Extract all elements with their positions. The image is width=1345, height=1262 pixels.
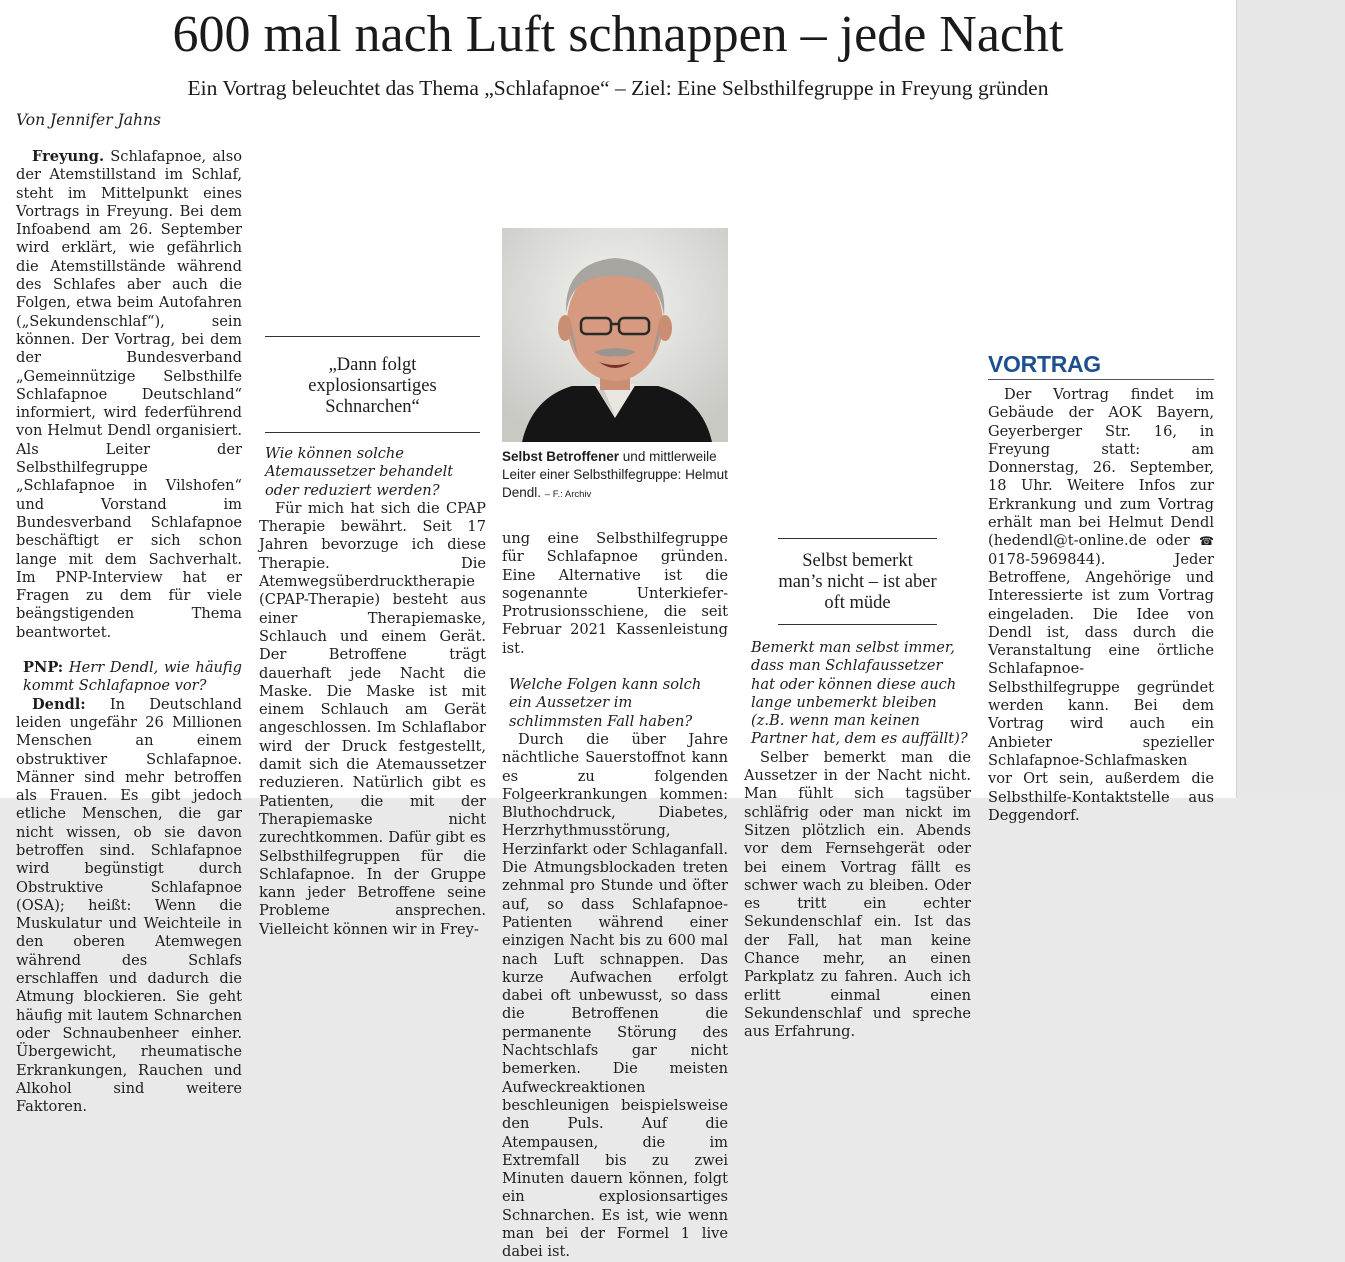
question-1: [23, 659, 242, 696]
column-1: [16, 108, 242, 1116]
column-4: [744, 108, 971, 1041]
subheadline: Ein Vortrag beleuchtet das Thema „Schlafapnoe“ – Ziel: Eine Selbsthilfegruppe in Freyung gründen: [187, 76, 1049, 100]
answer-2-continued: ung eine Selbsthilfegruppe für Schlafapnoe gründen. Eine Alternative ist die sogenannte Unterkiefer-Protrusionsschiene, die seit Februar 2021 Kassenleistung ist.: [502, 530, 728, 657]
answer-1-text: In Deutschland leiden ungefähr 26 Millionen Menschen an einem obstruktiver Schlafapnoe. Männer sind mehr betroffen als Frauen. Es gibt jedoch etliche Menschen, die gar nicht wissen, ob sie davon betroffen sind. Schlafapnoe wird begünstigt durch Obstruktive Schlafapnoe (OSA); heißt: Wenn die Muskulatur und Weichteile in den oberen Atemwegen während des Schlafs erschlaffen und dadurch die Atmung blockieren. Sie geht häufig mit lautem Schnarchen oder Schnaubenheer einher. Übergewicht, rheumatische Erkrankungen, Rauchen und Alkohol sind weitere Faktoren.: [16, 695, 242, 1116]
column-2-flow: [259, 336, 486, 1096]
answer-1-label: Dendl:: [32, 695, 86, 713]
answer-2: Für mich hat sich die CPAP Therapie bewährt. Seit 17 Jahren bevorzuge ich diese Therapie. Die Atemwegsüberdrucktherapie (CPAP-Therapie) besteht aus einer Therapiemaske, Schlauch und einem Gerät. Der Betroffene trägt dauerhaft jede Nacht die Maske. Die Maske ist mit einem Schlauch am Gerät angeschlossen. Im Schlaflabor wird der Druck festgestellt, damit sich die Atemaussetzer reduzieren. Natürlich gibt es Patienten, die mit der Therapiemaske nicht zurechtkommen. Dafür gibt es Selbsthilfegruppen für die Schlafapnoe. In der Gruppe kann jeder Betroffene seine Probleme ansprechen. Vielleicht können wir in Frey-: [259, 499, 486, 938]
intro-text: Schlafapnoe, also der Atemstillstand im Schlaf, steht im Mittelpunkt eines Vortrags in Freyung. Bei dem Infoabend am 26. September wird erklärt, wie gefährlich die Atemstillstände während des Schlafes aber auch die Folgen, etwa beim Autofahren („Sekundenschlaf“), sein können. Der Vortrag, bei dem der Bundesverband „Gemeinnützige Selbsthilfe Schlafapnoe Deutschland“ informiert, wird federführend von Helmut Dendl organisiert. Als Leiter der Selbsthilfegruppe „Schlafapnoe in Vilshofen“ und Vorstand im Bundesverband Schlafapnoe beschäftigt er sich schon lange mit dem Sachverhalt. Im PNP-Interview hat er Fragen zu dem für viele beängstigenden Thema beantwortet.: [16, 148, 242, 641]
headline: 600 mal nach Luft schnappen – jede Nacht: [172, 6, 1064, 63]
answer-4-text: Selber bemerkt man die Aussetzer in der Nacht nicht. Man fühlt sich tagsüber schläfrig oder man nickt im Sitzen plötzlich ein. Abends vor dem Fernsehgerät oder bei einem Vortrag fällt es schwer wach zu bleiben. Oder es tritt ein echter Sekundenschlaf ein. Ist das der Fall, hat man keine Chance mehr, an einen Parkplatz zu fahren. Auch ich erlitt einmal einen Sekundenschlaf und spreche aus Erfahrung.: [744, 748, 971, 1041]
question-4: Bemerkt man selbst immer, dass man Schlafaussetzer hat oder können diese auch lange unbemerkt bleiben (z.B. wenn man keinen Partner hat, dem es auffällt)?: [751, 639, 968, 748]
intertitle-unnoticed: Selbst bemerkt man’s nicht – ist aber oft müde: [778, 538, 937, 625]
byline: Von Jennifer Jahns: [16, 111, 161, 129]
answer-3-start: [502, 730, 728, 1261]
intro-place: Freyung.: [32, 148, 105, 165]
photo-caption-text: und mittlerweile Leiter einer Selbsthilfegruppe: Helmut Dendl.: [502, 449, 728, 500]
viewer-sidebar: [1236, 0, 1345, 798]
info-box-text-1: Der Vortrag findet im Gebäude der AOK Bayern, Geyerberger Str. 16, in Freyung statt: am Donnerstag, 26. September, 18 Uhr. Weitere Infos zur Erkrankung und zum Vortrag erhält man bei Helmut Dendl (hedendl@t-online.de oder: [988, 386, 1214, 550]
info-box-heading: VORTRAG: [988, 351, 1214, 380]
column-2: [259, 108, 486, 1096]
photo-caption-bold: Selbst Betroffener: [502, 449, 620, 464]
question-3: Welche Folgen kann solch ein Aussetzer im schlimmsten Fall haben?: [509, 676, 702, 730]
answer-4-start: [744, 748, 971, 1041]
photo-credit: – F.: Archiv: [544, 489, 592, 500]
column-3-top-flow: [502, 108, 728, 218]
question-2: Wie können solche Atemaussetzer behandelt oder reduziert werden?: [265, 445, 454, 499]
column-5: [988, 108, 1214, 825]
question-1-text: Herr Dendl, wie häufig kommt Schlafapnoe vor?: [23, 659, 242, 695]
intertitle-explosive-snoring: „Dann folgt explosionsartiges Schnarchen“: [265, 336, 480, 433]
column-5-top-flow: [988, 108, 1214, 338]
column-3: [502, 108, 728, 1261]
answer-1: [16, 696, 242, 1117]
answer-3-text: Durch die über Jahre nächtliche Sauerstoffnot kann es zu folgenden Folgeerkrankungen kommen: Bluthochdruck, Diabetes, Herzrhythmusstörung, Herzinfarkt oder Schlaganfall. Die Atmungsblockaden treten zehnmal pro Stunde und öfter auf, so dass Schlafapnoe-Patienten während einer einzigen Nacht bis zu 600 mal nach Luft schnappen. Das kurze Aufwachen erfolgt dabei oft unbewusst, so dass die Betroffenen die permanente Störung des Nachtschlafs gar nicht bemerken. Die meisten Aufweckreaktionen beschleunigen beispielsweise den Puls. Auf die Atempausen, die im Extremfall bis zu zwei Minuten dauern können, folgt ein explosionsartiges Schnarchen. Es ist, wie wenn man bei der Formel 1 live dabei ist.: [502, 730, 728, 1261]
question-1-label: PNP:: [23, 659, 64, 677]
phone-icon: ☎: [1199, 534, 1214, 549]
info-box-text: [988, 386, 1214, 825]
portrait-photo: [502, 228, 728, 442]
info-box-text-2: 0178-5969844). Jeder Betroffene, Angehörige und Interessierte ist zum Vortrag eingeladen. Die Idee von Dendl ist, dass durch die Veranstaltung eine örtliche Schlafapnoe-Selbsthilfegruppe gegründet werden kann. Bei dem Vortrag wird auch ein Anbieter spezieller Schlafapnoe-Schlafmasken vor Ort sein, außerdem die Selbsthilfe-Kontaktstelle aus Deggendorf.: [988, 550, 1214, 824]
photo-caption: [502, 448, 728, 504]
portrait-photo-image: [502, 228, 728, 442]
intro-paragraph: [16, 148, 242, 642]
